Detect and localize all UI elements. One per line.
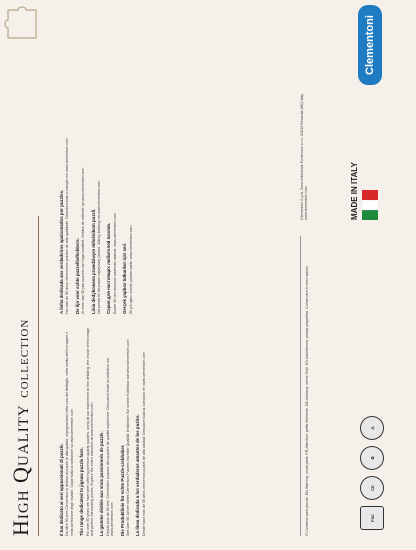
made-in-block [350,100,390,220]
warnings-text: IT-Contiene parti piccole. EN-Warning: small parts. FR-Attention: petits éléments. DE-Achtung: kleine Teile. ES-Advertencia: piezas pequeñas. Conservare le informazioni. [305,265,309,536]
title-rule [38,216,39,536]
address-block [300,80,309,220]
made-in-text: MADE IN ITALY [350,162,359,220]
lang-de-heading: Die Produktlinie für echte Puzzle-Liebhaber. [119,444,125,536]
lang-pl [92,104,102,314]
lang-it [60,326,74,536]
lang-en-heading: The range dedicated to jigsaw puzzle fans. [79,447,85,536]
address-text: Clementoni S.p.A. Zona Industriale Fontenoce s.n.c. 62019 Recanati (MC) Italy www.clementoni.com [300,93,309,220]
lang-nl-body: Al meer dan 50 jaar puzzels van hoge kwaliteit. Ontdek de collectie op www.clementoni.com [81,167,86,314]
logo-text: Clementoni [364,15,376,75]
recycle-icon: ♻ [360,446,384,470]
fsc-label: FSC [369,514,375,522]
lang-pt [60,104,70,314]
lang-fr-heading: La gamme dédiée aux vrais passionnés de puzzle. [99,431,105,536]
lang-pt-heading: A linha dedicada aos verdadeiros apaixonados por puzzles. [59,189,64,314]
lang-es [136,326,146,536]
italy-flag-icon [362,190,378,220]
lang-nl-heading: De lijn voor echte puzzelliefhebbers. [74,238,80,314]
lang-pl-heading: Linia dedykowana prawdziwym miłośnikom puzzli. [90,208,96,314]
fsc-icon [360,506,384,530]
column-left [60,326,152,536]
lang-it-heading: Il tuo dedicato ai veri appassionati di puzzle. [59,443,64,536]
lang-fr [100,326,114,536]
logo-badge [358,5,382,85]
lang-de-body: Seit über 50 Jahren bietet Clementoni Puzzles höchster Qualität. Entdecken Sie unsere Kollektion auf www.clementoni.com [126,339,131,536]
title [8,206,34,536]
lang-es-heading: La línea dedicada a los verdaderos amantes de los puzles. [135,414,141,536]
ce-label: CE [369,485,375,491]
lang-pt-body: Há mais de 50 anos oferecemos puzzles de alta qualidade. Descubra toda a coleção em www.clementoni.com [65,138,70,314]
lang-tr-heading: Gerçek yapboz tutkunları için seri. [122,242,128,314]
title-main: High Quality [8,404,33,536]
lang-nl [76,104,86,314]
lang-es-body: Desde hace más de 50 años ofrecemos puzles de alta calidad. Descubre toda la colección en www.clementoni.com [141,352,146,536]
lang-ru-heading: Серия для настоящих любителей пазлов. [106,222,112,314]
puzzle-piece-icon [4,6,40,42]
lang-tr-body: 50 yılı aşkın süredir yüksek kalite. www.clementoni.com [128,225,133,314]
lang-ru [107,104,117,314]
lang-tr [123,104,133,314]
age-warning-icon: ⚠ [360,416,384,440]
column-right [60,104,139,314]
warnings-block [300,236,345,536]
title-block [8,206,48,536]
lang-en [80,326,94,536]
clementoni-logo [330,2,410,88]
ce-icon [360,476,384,500]
lang-fr-body: Depuis plus de 50 ans, Clementoni propose des puzzles de qualité supérieure. Découvrez toute la collection sur www.clementoni.com [105,357,115,536]
title-sub: collection [15,318,32,398]
lang-en-body: For over 50 years we have been offering premium quality puzzles, using all our experience to fine detailing, the choice of the image and perfect interlocking pieces. Explore the entire collection at www.clementoni.com [85,327,95,536]
lang-pl-body: Od ponad 50 lat puzzle najwyższej jakości. Odkryj kolekcję na www.clementoni.com [97,180,102,314]
lang-de [121,326,131,536]
lang-it-body: Da oltre 50 anni Clementoni si dedica al puzzle di alta qualità, impegnandosi nella cura del dettaglio, nella scelta dell'immagine e nella perfezione degli incastri. Scopri tutta la collezione su www.clementoni.com [65,331,74,536]
lang-ru-body: Более 50 лет высокое качество пазлов. www.clementoni.com [112,213,117,314]
